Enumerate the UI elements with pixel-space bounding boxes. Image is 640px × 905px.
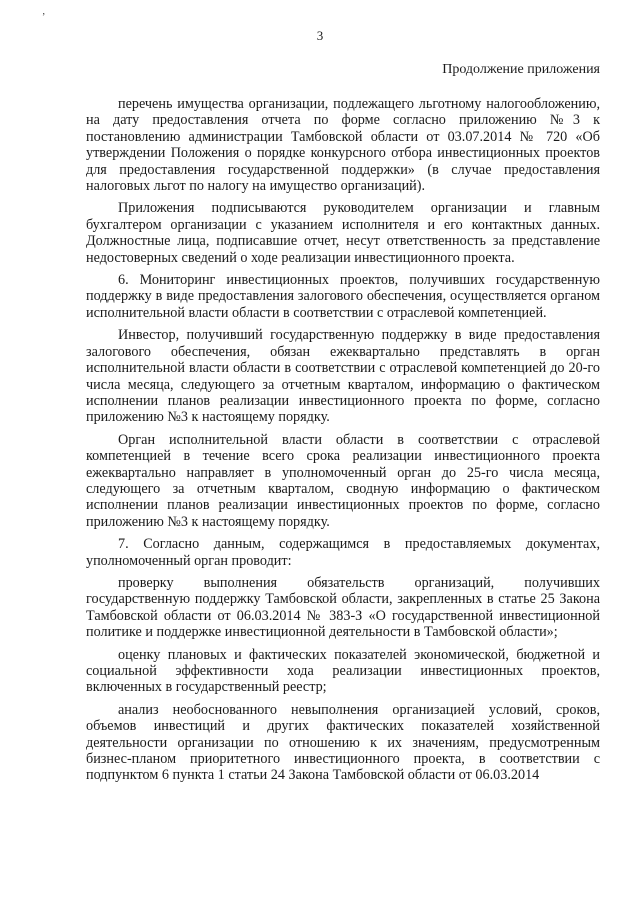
page-number: 3 bbox=[316, 28, 324, 43]
paragraph-authority-report: Орган исполнительной власти области в соответствии с отраслевой компетенцией в течение всего срока реализации инвестиционного проекта ежеквартально направляет в уполномоченный орган до 25-го числа месяца, следующего за отчетным кварталом, сводную информацию о фактическом исполнении планов реализации инвестиционных проектов по форме, согласно приложению №3 к настоящему порядку. bbox=[86, 431, 600, 530]
paragraph-investor-obligation: Инвестор, получивший государственную поддержку в виде предоставления залогового обеспечения, обязан ежеквартально представлять в орган исполнительной власти области в соответствии с отраслевой компетенцией до 20-го числа месяца, следующего за отчетным кварталом, информацию о фактическом исполнении планов реализации инвестиционного проекта по форме, согласно приложению №3 к настоящему порядку. bbox=[86, 327, 600, 426]
scan-mark: ʼ bbox=[42, 12, 46, 23]
paragraph-signatures: Приложения подписываются руководителем организации и главным бухгалтером организации с указанием исполнителя и его контактных данных. Должностные лица, подписавшие отчет, несут ответственность за представление недостоверных сведений о ходе реализации инвестиционного проекта. bbox=[86, 200, 600, 266]
appendix-continuation-header: Продолжение приложения bbox=[442, 62, 600, 77]
paragraph-efficiency-evaluation: оценку плановых и фактических показателей экономической, бюджетной и социальной эффективности хода реализации инвестиционных проектов, включенных в государственный реестр; bbox=[86, 646, 600, 696]
paragraph-obligation-check: проверку выполнения обязательств организаций, получивших государственную поддержку Тамбовской области, закрепленных в статье 25 Закона Тамбовской области от 06.03.2014 № 383-З «О государственной инвестиционной политике и поддержке инвестиционной деятельности в Тамбовской области»; bbox=[86, 574, 600, 641]
paragraph-failure-analysis: анализ необоснованного невыполнения организацией условий, сроков, объемов инвестиций и других фактических показателей хозяйственной деятельности организации по отношению к их значениям, предусмотренным бизнес-планом приоритетного инвестиционного проекта, в соответствии с подпунктом 6 пункта 1 статьи 24 Закона Тамбовской области от 06.03.2014 bbox=[86, 701, 600, 784]
paragraph-item-6: 6. Мониторинг инвестиционных проектов, получивших государственную поддержку в виде предоставления залогового обеспечения, осуществляется органом исполнительной власти области в соответствии с отраслевой компетенцией. bbox=[86, 272, 600, 321]
paragraph-property-list: перечень имущества организации, подлежащего льготному налогообложению, на дату предоставления отчета по форме согласно приложению №3 к постановлению администрации Тамбовской области от 03.07.2014 № 720 «Об утверждении Положения о порядке конкурсного отбора инвестиционных проектов для предоставления государственной поддержки» (в случае предоставления налоговых льгот по налогу на имущество организаций). bbox=[86, 96, 600, 195]
paragraph-item-7: 7. Согласно данным, содержащимся в предоставляемых документах, уполномоченный орган проводит: bbox=[86, 536, 600, 569]
document-body bbox=[86, 96, 600, 790]
